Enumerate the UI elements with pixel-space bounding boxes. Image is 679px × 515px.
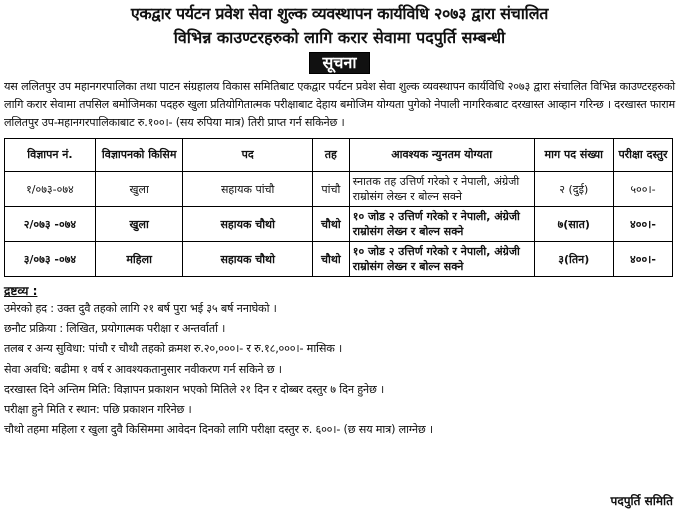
table-row [5, 172, 673, 207]
cell-qualification: १० जोड २ उत्तिर्ण गरेको र नेपाली, अंग्रेजी राम्रोसंग लेख्न र बोल्न सक्ने [349, 242, 534, 277]
table-row [5, 207, 673, 242]
note-item: सेवा अवधि: बढीमा १ वर्ष र आवश्यकतानुसार नवीकरण गर्न सकिने छ । [4, 362, 282, 376]
notice-label: सूचना [309, 52, 369, 74]
table-header-row [5, 139, 673, 172]
header-qualification: आवश्यक न्युनतम योग्यता [349, 139, 534, 172]
intro-paragraph: यस ललितपुर उप महानगरपालिका तथा पाटन संग्रहालय विकास समितिबाट एकद्वार पर्यटन प्रवेश सेवा शुल्क व्यवस्थापन कार्यविधि २०७३ द्वारा संचालित विभिन्न काउण्टरहरुको लागि करार सेवामा तपसिल बमोजिमका पदहरु खुला प्रतियोगितात्मक परीक्षाबाट देहाय बमोजिम योग्यता पुगेको नेपाली नागरिकबाट दरखास्त आव्हान गरिन्छ । दरखास्त फाराम ललितपुर उप-महानगरपालिकाबाट रु.१००।- (सय रुपिया मात्र) तिरी प्राप्त गर्न सकिनेछ । [4, 80, 675, 129]
cell-fee: ४००।- [613, 242, 672, 277]
cell-ad-no: ३/०७३ -०७४ [5, 242, 96, 277]
notice-label-wrap [4, 52, 675, 74]
cell-qualification: १० जोड २ उत्तिर्ण गरेको र नेपाली, अंग्रेजी राम्रोसंग लेख्न र बोल्न सक्ने [349, 207, 534, 242]
header-type: विज्ञापनको किसिम [95, 139, 183, 172]
header-fee: परीक्षा दस्तुर [613, 139, 672, 172]
cell-type: खुला [95, 172, 183, 207]
table-row [5, 242, 673, 277]
title-line-1: एकद्वार पर्यटन प्रवेश सेवा शुल्क व्यवस्थापन कार्यविधि २०७३ द्वारा संचालित [130, 4, 549, 23]
note-item: परीक्षा हुने मिति र स्थान: पछि प्रकाशन गरिनेछ । [4, 403, 192, 417]
note-item: चौथो तहमा महिला र खुला दुवै किसिममा आवेदन दिनको लागि परीक्षा दस्तुर रु. ६००।- (छ सय मात्र) लाग्नेछ । [4, 423, 433, 437]
note-item: तलब र अन्य सुविधा: पांचौ र चौथौ तहको क्रमश रु.२०,०००।- र रु.१८,०००।- मासिक । [4, 342, 343, 356]
cell-post: सहायक पांचौ [183, 172, 312, 207]
cell-qualification: स्नातक तह उत्तिर्ण गरेको र नेपाली, अंग्रेजी राम्रोसंग लेख्न र बोल्न सक्ने [349, 172, 534, 207]
note-item: छनौट प्रक्रिया : लिखित, प्रयोगात्मक परीक्षा र अन्तर्वार्ता । [4, 322, 226, 336]
cell-ad-no: २/०७३ -०७४ [5, 207, 96, 242]
cell-fee: ४००।- [613, 207, 672, 242]
cell-fee: ५००।- [613, 172, 672, 207]
note-item: दरखास्त दिने अन्तिम मिति: विज्ञापन प्रकाशन भएको मितिले २१ दिन र दोब्बर दस्तुर ७ दिन हुनेछ । [4, 382, 384, 396]
vacancy-table [4, 138, 673, 277]
signature: पदपुर्ति समिति [610, 494, 673, 508]
cell-level: चौथो [312, 207, 349, 242]
note-item: उमेरको हद : उक्त दुवै तहको लागि २१ बर्ष पुरा भई ३५ बर्ष ननाघेको । [4, 302, 277, 315]
cell-type: महिला [95, 242, 183, 277]
cell-demand: ३(तिन) [534, 242, 613, 277]
notes-title: द्रष्टव्य : [4, 284, 38, 298]
cell-level: चौथो [312, 242, 349, 277]
header-level: तह [312, 139, 349, 172]
cell-demand: २ (दुई) [534, 172, 613, 207]
cell-demand: ७(सात) [534, 207, 613, 242]
cell-ad-no: १/०७३-०७४ [5, 172, 96, 207]
cell-post: सहायक चौथो [183, 207, 312, 242]
header-demand: माग पद संख्या [534, 139, 613, 172]
cell-level: पांचौ [312, 172, 349, 207]
header-ad-no: विज्ञापन नं. [5, 139, 96, 172]
notice-page [0, 4, 679, 515]
header-post: पद [183, 139, 312, 172]
cell-post: सहायक चौथो [183, 242, 312, 277]
cell-type: खुला [95, 207, 183, 242]
title-line-2: विभिन्न काउण्टरहरुको लागि करार सेवामा पदपुर्ति सम्बन्धी [173, 28, 506, 47]
